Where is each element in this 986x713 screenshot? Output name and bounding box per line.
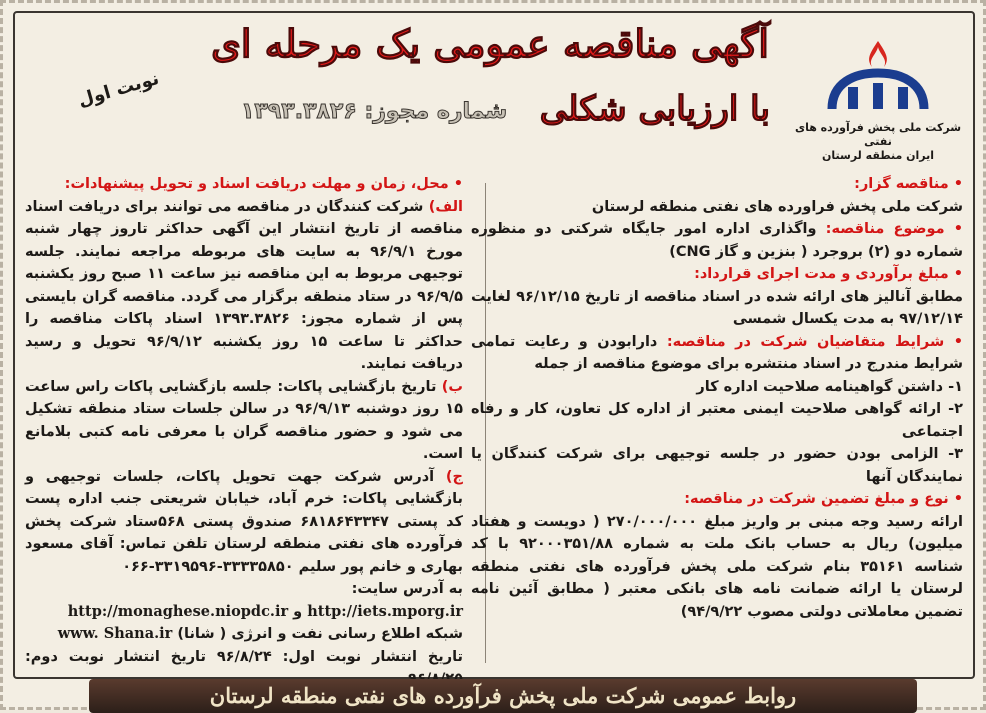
site-urls (25, 601, 463, 624)
estimate-heading: • مبلغ برآوردی و مدت اجرای قرارداد: (694, 266, 963, 282)
subject-paragraph (471, 218, 963, 263)
url-iets[interactable]: http://iets.mporg.ir (307, 602, 463, 620)
logo-line-2: ایران منطقه لرستان (822, 149, 934, 162)
subject-text: واگذاری اداره امور جایگاه شرکتی دو منظوره شماره دو (۲) بروجرد ( بنزین و گاز CNG) (471, 221, 963, 260)
section-b-label: ب) (441, 378, 463, 395)
conditions-paragraph (471, 331, 963, 376)
ad-title-line-2: با ارزیابی شکلی (539, 89, 770, 129)
edition-label: نوبت اول (75, 67, 162, 112)
public-relations-banner: روابط عمومی شرکت ملی پخش فرآورده های نفتی منطقه لرستان (89, 679, 917, 713)
subject-heading: • موضوع مناقصه: (825, 221, 963, 237)
company-logo (793, 37, 963, 163)
left-column (25, 173, 463, 691)
section-a-label: الف) (428, 198, 463, 215)
condition-item-1: ۱- داشتن گواهینامه صلاحیت اداره کار (696, 378, 963, 395)
guarantee-heading: • نوع و مبلغ تضمین شرکت در مناقصه: (684, 491, 963, 507)
url-shana[interactable]: www. Shana.ir (57, 625, 173, 642)
section-b-text: تاریخ بازگشایی پاکات: جلسه بازگشایی پاکات راس ساعت ۱۵ روز دوشنبه ۹۶/۹/۱۳ در سالن جلسات ستاد منطقه تشکیل می شود و حضور مناقصه گران با معرفی نامه کتبی بلامانع است. (25, 378, 463, 462)
url-separator: و (288, 603, 308, 620)
ad-header (13, 11, 975, 162)
permit-number: شماره مجوز: ۱۳۹۳.۳۸۲۶ (241, 99, 508, 124)
ad-title-line-1: آگهی مناقصه عمومی یک مرحله ای (211, 21, 769, 66)
tenderer-text: شرکت ملی پخش فراورده های نفتی منطقه لرستان (591, 198, 963, 215)
section-c-text: آدرس شرکت جهت تحویل پاکات، جلسات توجیهی و بازگشایی پاکات: خرم آباد، خیابان شریعتی جنب اداره پست کد پستی ۶۸۱۸۶۴۳۳۴۷ صندوق پستی ۵۶۸ستاد شرکت پخش فرآورده های نفتی منطقه لرستان تلفن تماس: آقای مسعود بهاری و خانم پور سلیم ۳۳۳۳۵۸۵۰-۳۳۱۹۵۹۶-۰۶۶ (25, 468, 463, 575)
publication-dates: تاریخ انتشار نوبت اول: ۹۶/۸/۲۴ تاریخ انتشار نوبت دوم: (25, 648, 463, 665)
right-column (471, 173, 963, 623)
section-c-label: ج) (445, 468, 463, 485)
site-label: به آدرس سایت: (351, 581, 463, 597)
section-a-text: شرکت کنندگان در مناقصه می توانند برای دریافت اسناد مناقصه از تاریخ انتشار این آگهی حداکثر تاروز چهار شنبه مورخ ۹۶/۹/۱ به سایت های مربوطه مراجعه نمایند. جلسه توجیهی مربوط به این مناقصه نیز ساعت ۱۱ صبح روز یکشنبه ۹۶/۹/۵ در ستاد منطقه برگزار می گردد. مناقصه گران بایستی پس از شماره مجوز: ۱۳۹۳.۳۸۲۶ اسناد پاکات مناقصه را حداکثر تا ساعت ۱۵ روز یکشنبه ۹۶/۹/۱۲ تحویل و رسید دریافت نمایند. (25, 198, 463, 372)
section-b (25, 376, 463, 466)
condition-item-3: ۳- الزامی بودن حضور در جلسه توجیهی برای شرکت کنندگان یا نمایندگان آنها (471, 446, 963, 485)
shana-line (25, 623, 463, 646)
estimate-text: مطابق آنالیز های ارائه شده در اسناد مناقصه از تاریخ ۹۶/۱۲/۱۵ لغایت ۹۷/۱۲/۱۴ به مدت یکسال شمسی (471, 288, 963, 327)
section-a (25, 196, 463, 376)
logo-line-1: شرکت ملی پخش فرآورده های نفتی (794, 121, 962, 148)
conditions-text: دارابودن و رعایت تمامی شرایط مندرج در اسناد منتشره برای موضوع مناقصه از جمله (471, 333, 963, 372)
guarantee-text: ارائه رسید وجه مبنی بر واریز مبلغ ۲۷۰/۰۰۰/۰۰۰ ( دویست و هفتاد میلیون) ریال به حساب بانک ملت به شماره ۹۲۰۰۰۳۵۱/۸۸ با کد شناسه ۳۵۱۶۱ بنام شرکت ملی پخش فرآورده های نفتی منطقه لرستان یا ارائه ضمانت نامه های بانکی معتبر ( مطابق آئین نامه تضمین معاملاتی دولتی مصوب ۹۴/۹/۲۲) (471, 513, 963, 620)
url-monaghese[interactable]: http://monaghese.niopdc.ir (67, 602, 289, 620)
condition-item-2: ۲- ارائه گواهی صلاحیت ایمنی معتبر از اداره کل تعاون، کار و رفاه اجتماعی (471, 401, 963, 440)
shana-text: شبکه اطلاع رسانی نفت و انرژی ( شانا) (172, 626, 463, 642)
niopdc-emblem-icon (818, 37, 938, 117)
documents-heading: • محل، زمان و مهلت دریافت اسناد و تحویل پیشنهادات: (64, 176, 463, 192)
conditions-heading: • شرایط متقاضیان شرکت در مناقصه: (666, 333, 963, 350)
tenderer-heading: • مناقصه گزار: (854, 176, 963, 192)
section-c (25, 466, 463, 579)
